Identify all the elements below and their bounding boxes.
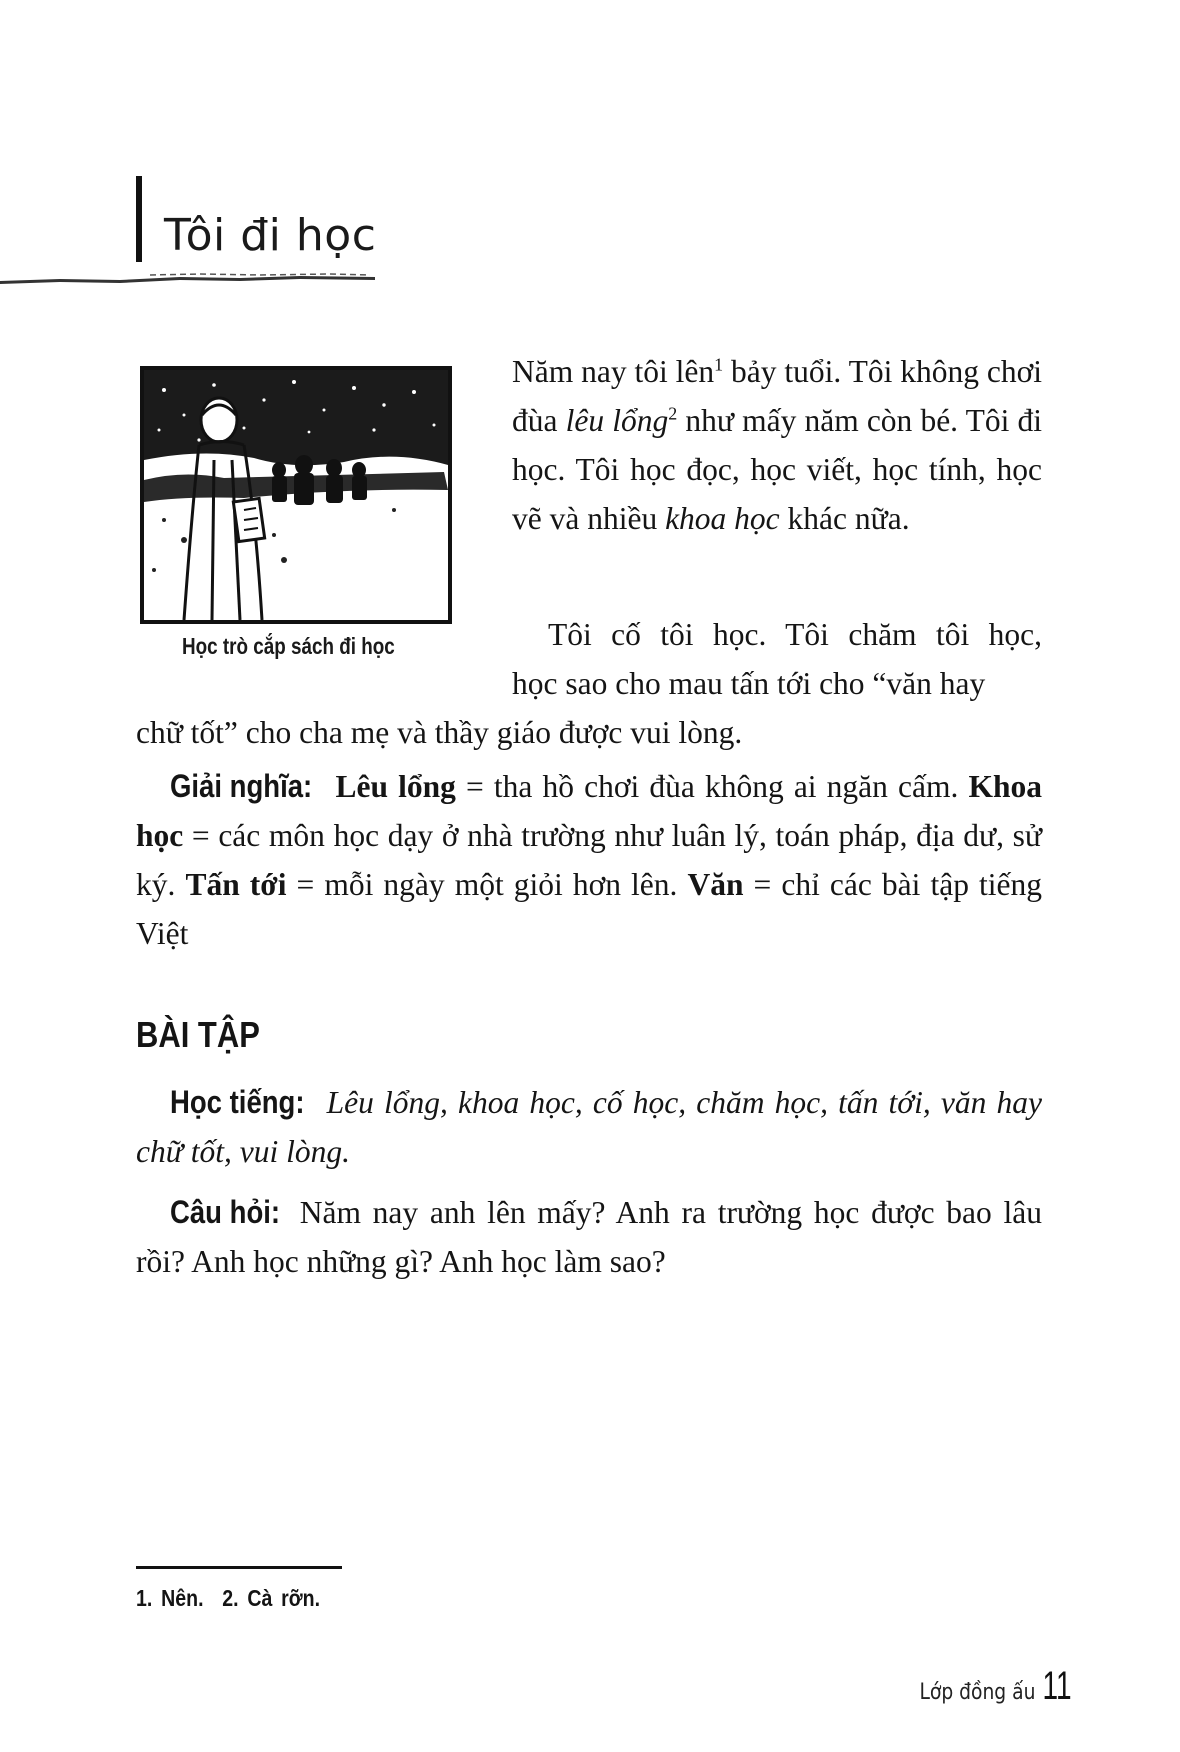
footnote-2: 2. Cà rỡn. bbox=[222, 1585, 321, 1611]
glossary-def-2: = các môn học dạy ở nhà trường như luân lý, toán pháp, địa dư, sử ký. bbox=[136, 818, 1042, 902]
questions-paragraph bbox=[136, 1188, 1042, 1286]
footnote-ref-2: 2 bbox=[668, 403, 678, 424]
questions-label: Câu hỏi: bbox=[170, 1194, 281, 1230]
paragraph-1-text-b: bảy tuổi. Tôi không chơi đùa bbox=[512, 354, 1042, 438]
paragraph-1-text-c: như mấy năm còn bé. Tôi đi học. Tôi học đọc, học viết, học tính, học vẽ và nhiều bbox=[512, 403, 1042, 536]
glossary-paragraph bbox=[136, 762, 1042, 958]
footnotes bbox=[136, 1585, 339, 1612]
glossary-term-4: Văn bbox=[687, 867, 744, 902]
vocabulary-text: Lêu lổng, khoa học, cố học, chăm học, tấn tới, văn hay chữ tốt, vui lòng. bbox=[136, 1085, 1042, 1169]
paragraph-2-line-1: Tôi cố tôi học. Tôi chăm tôi học, bbox=[548, 617, 1042, 652]
vocabulary-label: Học tiếng: bbox=[170, 1084, 305, 1120]
figure-caption: Học trò cắp sách đi học bbox=[182, 633, 395, 659]
exercise-heading: BÀI TẬP bbox=[136, 1014, 260, 1055]
illustration-figure bbox=[140, 366, 452, 624]
glossary-def-3: = mỗi ngày một giỏi hơn lên. bbox=[286, 867, 688, 902]
title-underline-rule bbox=[0, 270, 375, 286]
footnote-1: 1. Nên. bbox=[136, 1585, 204, 1611]
paragraph-1 bbox=[512, 347, 1042, 543]
chapter-title: Tôi đi học bbox=[164, 210, 377, 261]
questions-text: Năm nay anh lên mấy? Anh ra trường học được bao lâu rồi? Anh học những gì? Anh học làm sao? bbox=[136, 1195, 1042, 1279]
paragraph-1-text-a: Năm nay tôi lên bbox=[512, 354, 715, 389]
paragraph-1-text-d: khác nữa. bbox=[779, 501, 910, 536]
glossary-label: Giải nghĩa: bbox=[170, 768, 313, 804]
glossary-term-2: Khoa học bbox=[136, 769, 1043, 853]
vocabulary-paragraph bbox=[136, 1078, 1042, 1176]
glossary-term-3: Tấn tới bbox=[185, 867, 287, 902]
glossary-term-1: Lêu lổng bbox=[335, 769, 456, 804]
glossary-def-4: = chỉ các bài tập tiếng Việt bbox=[136, 867, 1042, 951]
paragraph-1-italic-term-2: khoa học bbox=[665, 501, 780, 536]
running-footer-title: Lớp đồng ấu bbox=[919, 1680, 1035, 1705]
paragraph-2-line-2: học sao cho mau tấn tới cho “văn hay bbox=[512, 666, 986, 701]
footnote-divider bbox=[136, 1566, 342, 1569]
glossary-def-1: = tha hồ chơi đùa không ai ngăn cấm. bbox=[455, 769, 969, 804]
schoolchild-walking-illustration bbox=[144, 370, 448, 620]
title-accent-bar bbox=[136, 176, 142, 262]
page-number: 11 bbox=[1042, 1664, 1072, 1708]
footnote-ref-1: 1 bbox=[714, 354, 724, 375]
paragraph-2-line-3: chữ tốt” cho cha mẹ và thầy giáo được vui lòng. bbox=[136, 715, 743, 750]
paragraph-1-italic-term-1: lêu lổng bbox=[565, 403, 669, 438]
